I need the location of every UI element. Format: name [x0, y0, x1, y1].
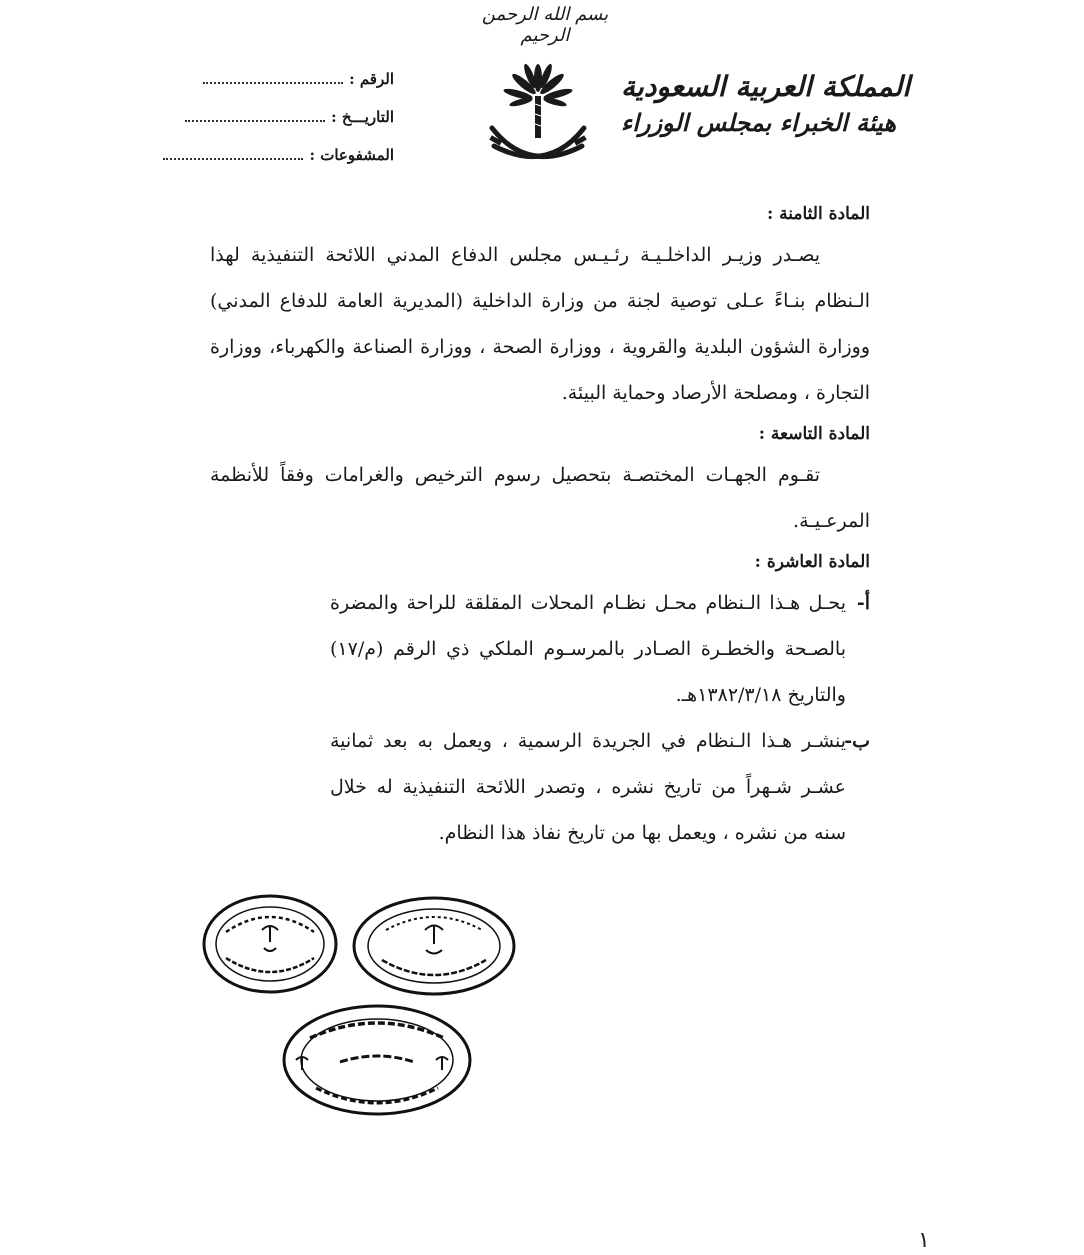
- experts-commission-stamp-icon: [350, 894, 518, 998]
- palm-and-swords-emblem-icon: [488, 62, 588, 180]
- item-b-mark: ب-: [844, 730, 870, 752]
- article-10-heading: المادة العاشرة :: [754, 552, 870, 572]
- item-a-text: يحـل هـذا الـنظام محـل نظـام المحلات المقلقة للراحة والمضرة بالصـحة والخطـرة الصـادر بالمرسـوم الملكي ذي الرقم (م/١٧) والتاريخ ١٣٨٢/٣/١٨هـ.: [330, 592, 846, 706]
- article-8-heading: المادة الثامنة :: [766, 204, 870, 224]
- article-9-text: تقـوم الجهـات المختصـة بتحصيل رسوم الترخيص والغرامات وفقاً للأنظمة المرعـيـة.: [210, 464, 870, 532]
- royal-court-stamp-icon: [280, 1002, 474, 1118]
- article-10-item-b: [330, 718, 870, 856]
- attachments-label: المشفوعات :: [309, 146, 394, 164]
- org-name-line-1: المملكة العربية السعودية: [621, 70, 910, 103]
- reference-number-field: [203, 70, 394, 88]
- item-a-mark: أ-: [856, 592, 870, 614]
- reference-number-label: الرقم :: [349, 70, 394, 88]
- page-mark: ١: [918, 1228, 930, 1253]
- date-dots: [185, 110, 325, 122]
- item-b-text: ينشـر هـذا الـنظام في الجريدة الرسمية ، ويعمل به بعد ثمانية عشـر شـهراً من تاريخ نشره ، وتصدر اللائحة التنفيذية له خلال سنه من نشره ، ويعمل بها من تاريخ نفاذ هذا النظام.: [330, 730, 846, 844]
- basmala: بسم الله الرحمن الرحيم: [481, 4, 609, 46]
- document-body: [210, 196, 870, 856]
- date-field: [185, 108, 394, 126]
- general-secretariat-stamp-icon: [200, 892, 340, 996]
- attachments-dots: [163, 148, 303, 160]
- attachments-field: [163, 146, 394, 164]
- date-label: التاريـــخ :: [331, 108, 394, 126]
- article-8-text: يصـدر وزيـر الداخلـيـة رئـيـس مجلس الدفاع المدني اللائحة التنفيذية لهذا الـنظام بنـاءً عـلى توصية لجنة من وزارة الداخلية (المديرية العامة للدفاع المدني) ووزارة الشؤون البلدية والقروية ، ووزارة الصحة ، ووزارة الصناعة والكهرباء، ووزارة التجارة ، ومصلحة الأرصاد وحماية البيئة.: [210, 244, 870, 404]
- org-name-line-2: هيئة الخبراء بمجلس الوزراء: [620, 108, 896, 137]
- article-10-item-a: [330, 580, 870, 718]
- article-9-heading: المادة التاسعة :: [758, 424, 870, 444]
- reference-number-dots: [203, 72, 343, 84]
